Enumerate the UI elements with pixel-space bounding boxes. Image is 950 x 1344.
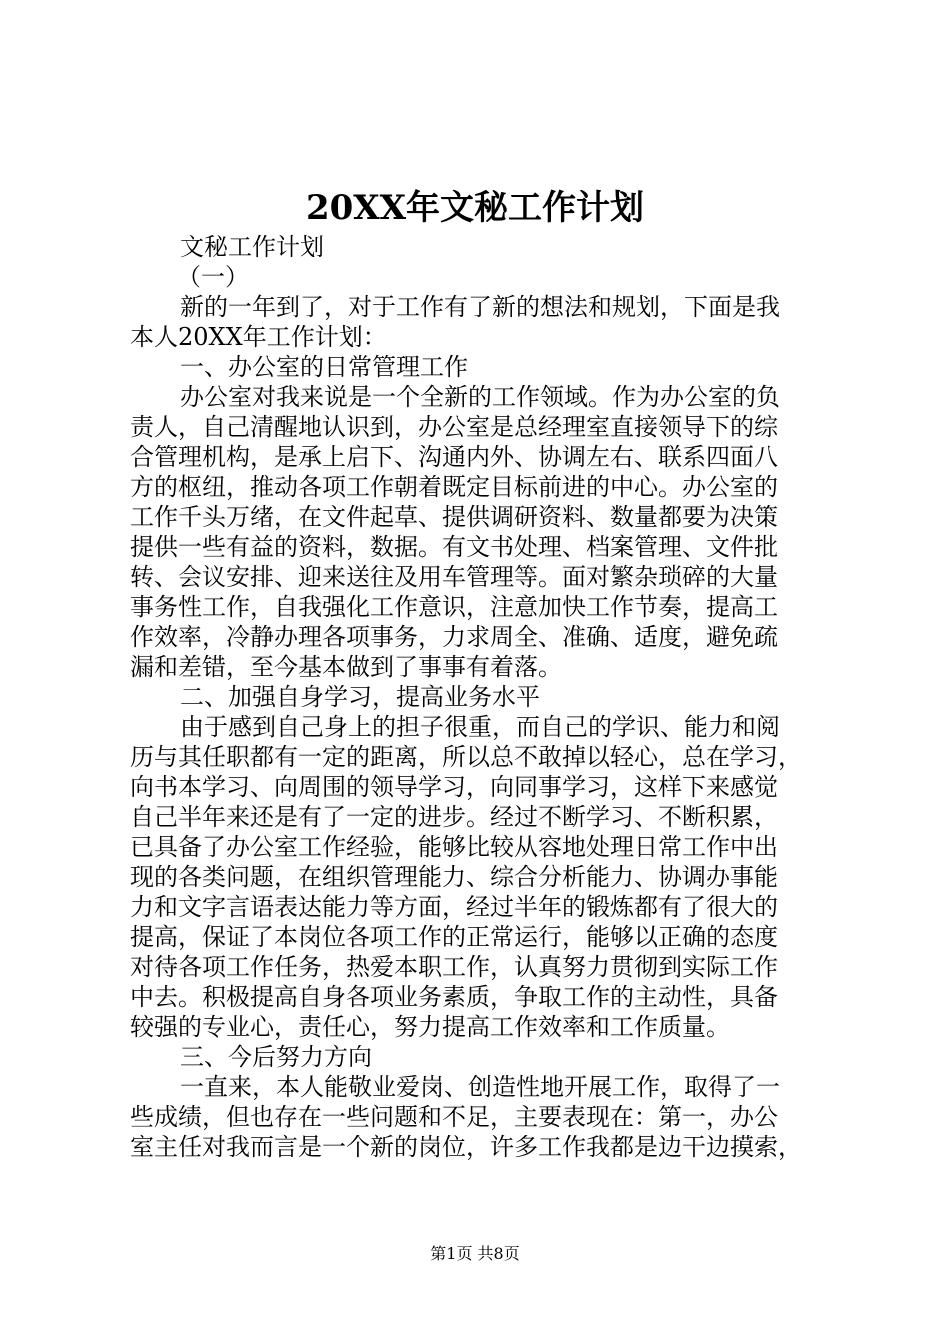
paragraph-line: 责人，自己清醒地认识到，办公室是总经理室直接领导下的综 [130, 413, 778, 441]
paragraph-line: 办公室对我来说是一个全新的工作领域。作为办公室的负 [180, 383, 780, 411]
paragraph-line: 力和文字言语表达能力等方面，经过半年的锻炼都有了很大的 [130, 893, 778, 921]
section-heading: 一、办公室的日常管理工作 [180, 353, 468, 381]
paragraph-line: 自己半年来还是有了一定的进步。经过不断学习、不断积累， [130, 803, 778, 831]
paragraph-line: 新的一年到了，对于工作有了新的想法和规划，下面是我 [180, 293, 780, 321]
document-body [130, 232, 830, 1162]
paragraph-line: 一直来，本人能敬业爱岗、创造性地开展工作，取得了一 [180, 1073, 780, 1101]
paragraph-line: 由于感到自己身上的担子很重，而自己的学识、能力和阅 [180, 713, 780, 741]
section-number: （一） [177, 263, 249, 291]
paragraph-line: 工作千头万绪，在文件起草、提供调研资料、数量都要为决策 [130, 503, 778, 531]
paragraph-line: 向书本学习、向周围的领导学习，向同事学习，这样下来感觉 [130, 773, 778, 801]
paragraph-line: 已具备了办公室工作经验，能够比较从容地处理日常工作中出 [130, 833, 778, 861]
paragraph-line: 作效率，冷静办理各项事务，力求周全、准确、适度，避免疏 [130, 623, 778, 651]
section-heading: 三、今后努力方向 [180, 1043, 372, 1071]
paragraph-line: 现的各类问题，在组织管理能力、综合分析能力、协调办事能 [130, 863, 778, 891]
paragraph-line: 历与其任职都有一定的距离，所以总不敢掉以轻心，总在学习， [130, 743, 802, 771]
paragraph-line: 方的枢纽，推动各项工作朝着既定目标前进的中心。办公室的 [130, 473, 778, 501]
subtitle: 文秘工作计划 [180, 233, 324, 261]
page-footer: 第1页 共8页 [430, 1244, 520, 1263]
paragraph-line: 室主任对我而言是一个新的岗位，许多工作我都是边干边摸索， [130, 1133, 802, 1161]
paragraph-line: 漏和差错，至今基本做到了事事有着落。 [130, 653, 562, 681]
paragraph-line: 提供一些有益的资料，数据。有文书处理、档案管理、文件批 [130, 533, 778, 561]
paragraph-line: 较强的专业心，责任心，努力提高工作效率和工作质量。 [130, 1013, 730, 1041]
paragraph-line: 事务性工作，自我强化工作意识，注意加快工作节奏，提高工 [130, 593, 778, 621]
paragraph-line: 转、会议安排、迎来送往及用车管理等。面对繁杂琐碎的大量 [130, 563, 778, 591]
paragraph-line: 对待各项工作任务，热爱本职工作，认真努力贯彻到实际工作 [130, 953, 778, 981]
paragraph-line: 提高，保证了本岗位各项工作的正常运行，能够以正确的态度 [130, 923, 778, 951]
paragraph-line: 合管理机构，是承上启下、沟通内外、协调左右、联系四面八 [130, 443, 778, 471]
section-heading: 二、加强自身学习，提高业务水平 [180, 683, 540, 711]
paragraph-line: 中去。积极提高自身各项业务素质，争取工作的主动性，具备 [130, 983, 778, 1011]
page-title: 20XX年文秘工作计划 [305, 188, 645, 228]
paragraph-line: 本人20XX年工作计划： [130, 323, 387, 351]
paragraph-line: 些成绩，但也存在一些问题和不足，主要表现在：第一，办公 [130, 1103, 778, 1131]
